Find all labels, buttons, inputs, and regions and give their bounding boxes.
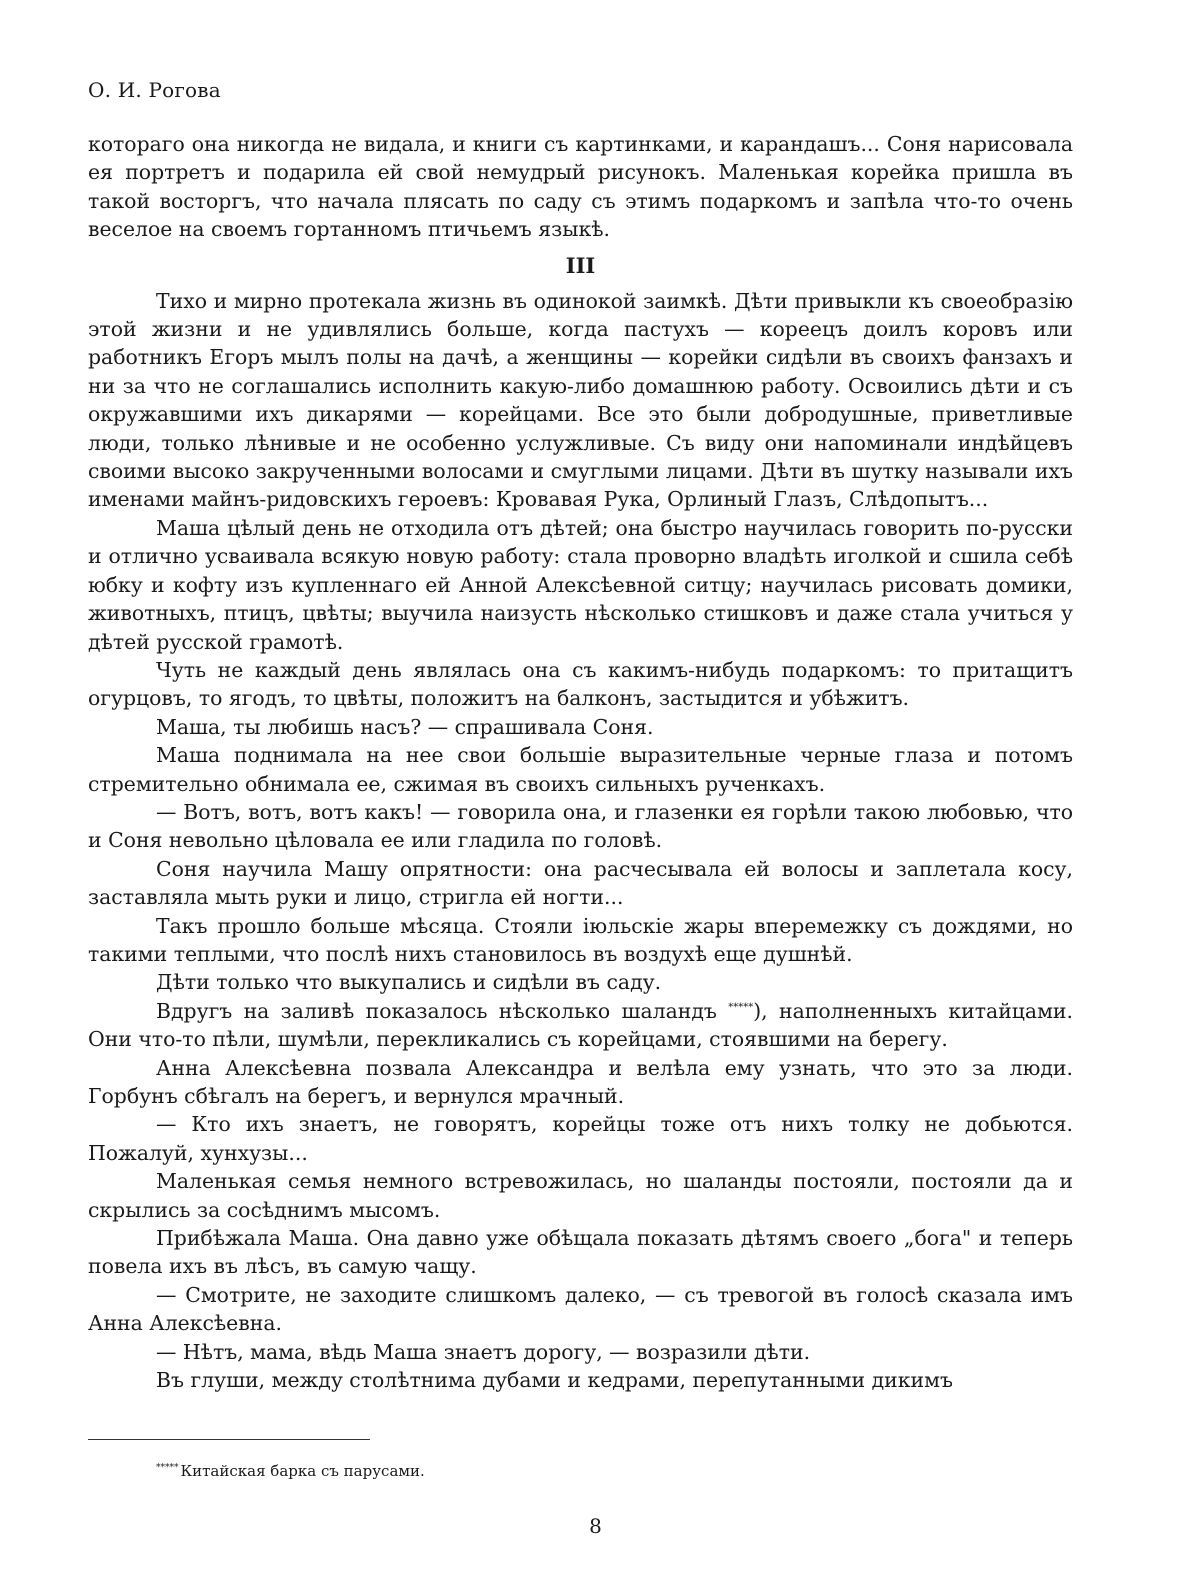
footnote bbox=[156, 1462, 425, 1480]
paragraph: Прибѣжала Маша. Она давно уже обѣщала показать дѣтямъ своего „бога" и теперь повела ихъ въ лѣсъ, въ самую чащу. bbox=[88, 1226, 1073, 1279]
paragraph: — Вотъ, вотъ, вотъ какъ! — говорила она, и глазенки ея горѣли такою любовью, что и Соня невольно цѣловала ее или гладила по головѣ. bbox=[88, 799, 1073, 853]
body-text bbox=[88, 130, 1073, 1394]
paragraph: Въ глуши, между столѣтнима дубами и кедрами, перепутанными дикимъ bbox=[156, 1368, 953, 1393]
paragraph: Чуть не каждый день являлась она съ какимъ-нибудь подаркомъ: то притащитъ огурцовъ, то ягодъ, то цвѣты, положитъ на балконъ, застыдится и убѣжитъ. bbox=[88, 657, 1073, 711]
paragraph-text-before-footnote: Вдругъ на заливѣ показалось нѣсколько шаландъ bbox=[156, 998, 729, 1023]
paragraph: Маленькая семья немного встревожилась, но шаланды постояли, постояли да и скрылись за сосѣднимъ мысомъ. bbox=[88, 1169, 1073, 1222]
footnote-mark: ***** bbox=[156, 1463, 179, 1473]
paragraph-continued: котораго она никогда не видала, и книги съ картинками, и карандашъ... Соня нарисовала ея портретъ и подарила ей свой немудрый рисунокъ. Маленькая корейка пришла въ такой восторгъ, что начала плясать по саду съ этимъ подаркомъ и запѣла что-то очень веселое на своемъ гортанномъ птичьемъ языкѣ. bbox=[88, 132, 1073, 242]
paragraph: Маша цѣлый день не отходила отъ дѣтей; она быстро научилась говорить по-русски и отлично усваивала всякую новую работу: стала проворно владѣть иголкой и сшила себѣ юбку и кофту изъ купленнаго ей Анной Алексѣевной ситцу; научилась рисовать домики, животныхъ, птицъ, цвѣты; выучила наизусть нѣсколько стишковъ и даже стала учиться у дѣтей русской грамотѣ. bbox=[88, 515, 1073, 654]
paragraph: — Нѣтъ, мама, вѣдь Маша знаетъ дорогу, — возразили дѣти. bbox=[156, 1339, 811, 1364]
paragraph: Дѣти только что выкупались и сидѣли въ саду. bbox=[156, 970, 662, 995]
paragraph: Маша, ты любишь насъ? — спрашивала Соня. bbox=[156, 714, 654, 739]
running-head-author: О. И. Рогова bbox=[88, 78, 221, 102]
chapter-heading: III bbox=[565, 252, 596, 278]
footnote-text: Китайская барка съ парусами. bbox=[180, 1462, 425, 1480]
paragraph: Тихо и мирно протекала жизнь въ одинокой заимкѣ. Дѣти привыкли къ своеобразію этой жизни и не удивлялись больше, когда пастухъ — кореецъ доилъ коровъ или работникъ Егоръ мылъ полы на дачѣ, а женщины — корейки сидѣли въ своихъ фанзахъ и ни за что не соглашались исполнить какую-либо домашнюю работу. Освоились дѣти и съ окружавшими ихъ дикарями — корейцами. Все это были добродушные, приветливые люди, только лѣнивые и не особенно услужливые. Съ виду они напоминали индѣйцевъ своими высоко закрученными волосами и смуглыми лицами. Дѣти въ шутку называли ихъ именами майнъ-ридовскихъ героевъ: Кровавая Рука, Орлиный Глазъ, Слѣдопытъ... bbox=[88, 288, 1073, 512]
page-number: 8 bbox=[589, 1514, 602, 1538]
paragraph: Анна Алексѣевна позвала Александра и велѣла ему узнать, что это за люди. Горбунъ сбѣгалъ на берегъ, и вернулся мрачный. bbox=[88, 1055, 1073, 1108]
footnote-divider bbox=[88, 1439, 370, 1440]
paragraph: Маша поднимала на нее свои большіе выразительные черные глаза и потомъ стремительно обнимала ее, сжимая въ своихъ сильныхъ рученкахъ. bbox=[88, 743, 1073, 796]
paragraph: — Кто ихъ знаетъ, не говорятъ, корейцы тоже отъ нихъ толку не добьются. Пожалуй, хунхузы... bbox=[88, 1112, 1073, 1165]
paragraph: Соня научила Машу опрятности: она расчесывала ей волосы и заплетала косу, заставляла мыть руки и лицо, стригла ей ногти... bbox=[88, 856, 1073, 910]
paragraph-text-after-footnote: ), наполненныхъ китайцами. Они что-то пѣли, шумѣли, перекликались съ корейцами, стоявшими на берегу. bbox=[88, 998, 1073, 1052]
paragraph: Такъ прошло больше мѣсяца. Стояли іюльскіе жары вперемежку съ дождями, но такими теплыми, что послѣ нихъ становилось въ воздухѣ еще душнѣй. bbox=[88, 913, 1073, 966]
footnote-reference[interactable]: ***** bbox=[728, 1001, 754, 1013]
paragraph-with-footnote bbox=[88, 997, 1073, 1054]
paragraph: — Смотрите, не заходите слишкомъ далеко, — съ тревогой въ голосѣ сказала имъ Анна Алексѣевна. bbox=[88, 1282, 1073, 1336]
